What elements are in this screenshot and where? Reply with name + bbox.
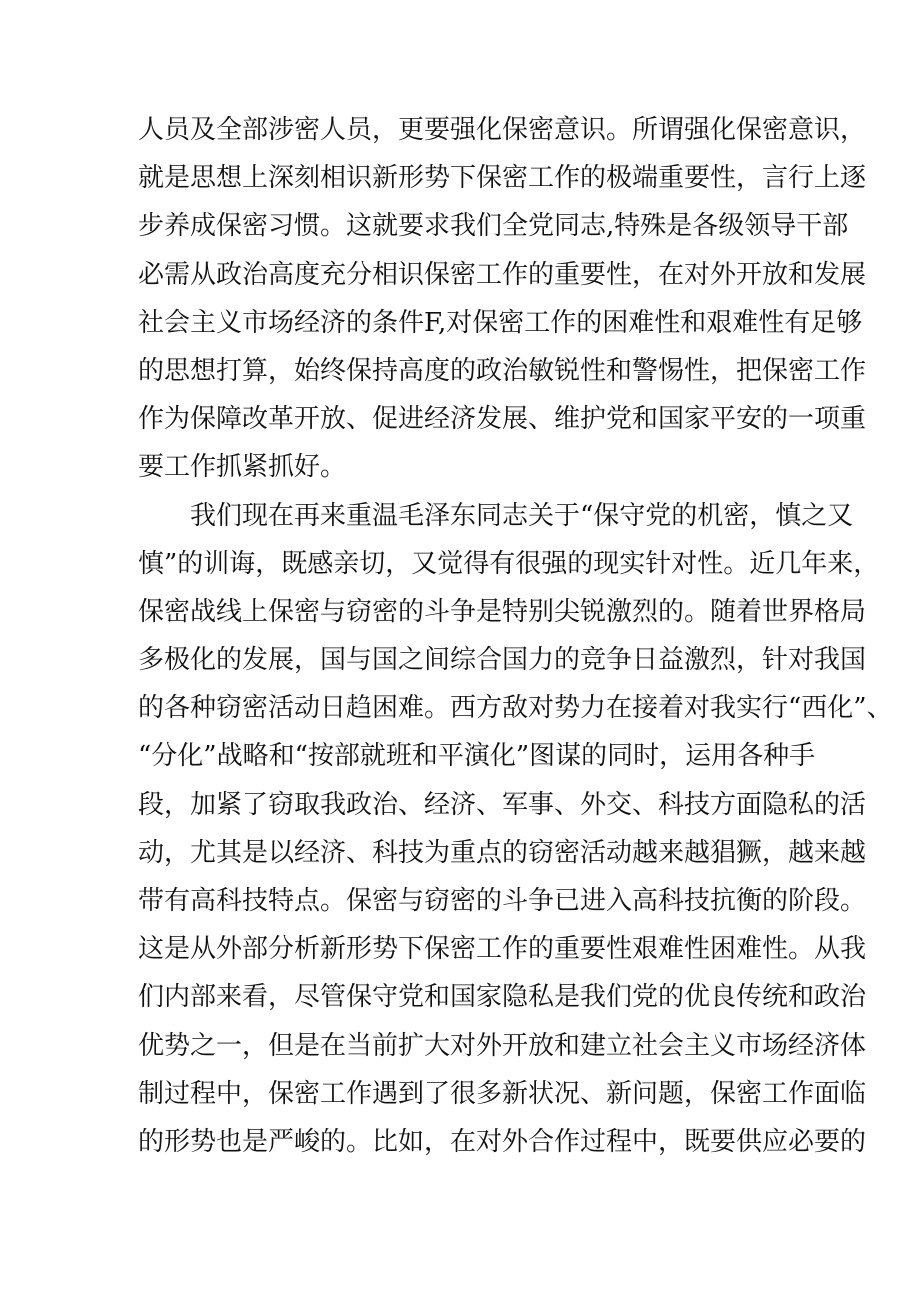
body-text [138,106,893,1166]
text-line: 保密战线上保密与窃密的斗争是特别尖锐激烈的。随着世界格局 [138,596,867,627]
text-line: 们内部来看，尽管保守党和国家隐私是我们党的优良传统和政治 [138,982,867,1013]
text-line: 社会主义市场经济的条件F,对保密工作的困难性和艰难性有足够 [138,307,863,338]
text-line: 的各种窃密活动日趋困难。西方敌对势力在接着对我实行“西化”、 [138,693,893,724]
text-line: 步养成保密习惯。这就要求我们全党同志,特殊是各级领导干部 [138,211,849,242]
text-line: 必需从政治高度充分相识保密工作的重要性，在对外开放和发展 [138,259,867,290]
text-line: 的形势也是严峻的。比如，在对外合作过程中，既要供应必要的 [138,1126,867,1157]
text-line: 优势之一，但是在当前扩大对外开放和建立社会主义市场经济体 [138,1030,867,1061]
text-line: 要工作抓紧抓好。 [138,452,347,483]
text-line: 制过程中，保密工作遇到了很多新状况、新问题，保密工作面临 [138,1078,867,1109]
text-line: 人员及全部涉密人员，更要强化保密意识。所谓强化保密意识， [138,115,867,145]
text-line: 就是思想上深刻相识新形势下保密工作的极端重要性，言行上逐 [138,163,867,194]
text-line: 的思想打算，始终保持高度的政治敏锐性和警惕性，把保密工作 [138,355,867,386]
text-line: 慎”的训诲，既感亲切，又觉得有很强的现实针对性。近几年来， [138,548,880,579]
text-line: “分化”战略和“按部就班和平演化”图谋的同时，运用各种手 [138,741,816,772]
text-line: 段，加紧了窃取我政治、经济、军事、外交、科技方面隐私的活 [138,789,867,820]
text-line: 带有高科技特点。保密与窃密的斗争已进入高科技抗衡的阶段。 [138,886,867,916]
text-line: 这是从外部分析新形势下保密工作的重要性艰难性困难性。从我 [138,934,867,965]
text-line: 动，尤其是以经济、科技为重点的窃密活动越来越猖獗，越来越 [138,837,867,868]
text-line: 作为保障改革开放、促进经济发展、维护党和国家平安的一项重 [138,404,867,435]
text-line: 多极化的发展，国与国之间综合国力的竞争日益激烈，针对我国 [138,645,867,676]
text-line: 我们现在再来重温毛泽东同志关于“保守党的机密，慎之又 [190,500,854,531]
